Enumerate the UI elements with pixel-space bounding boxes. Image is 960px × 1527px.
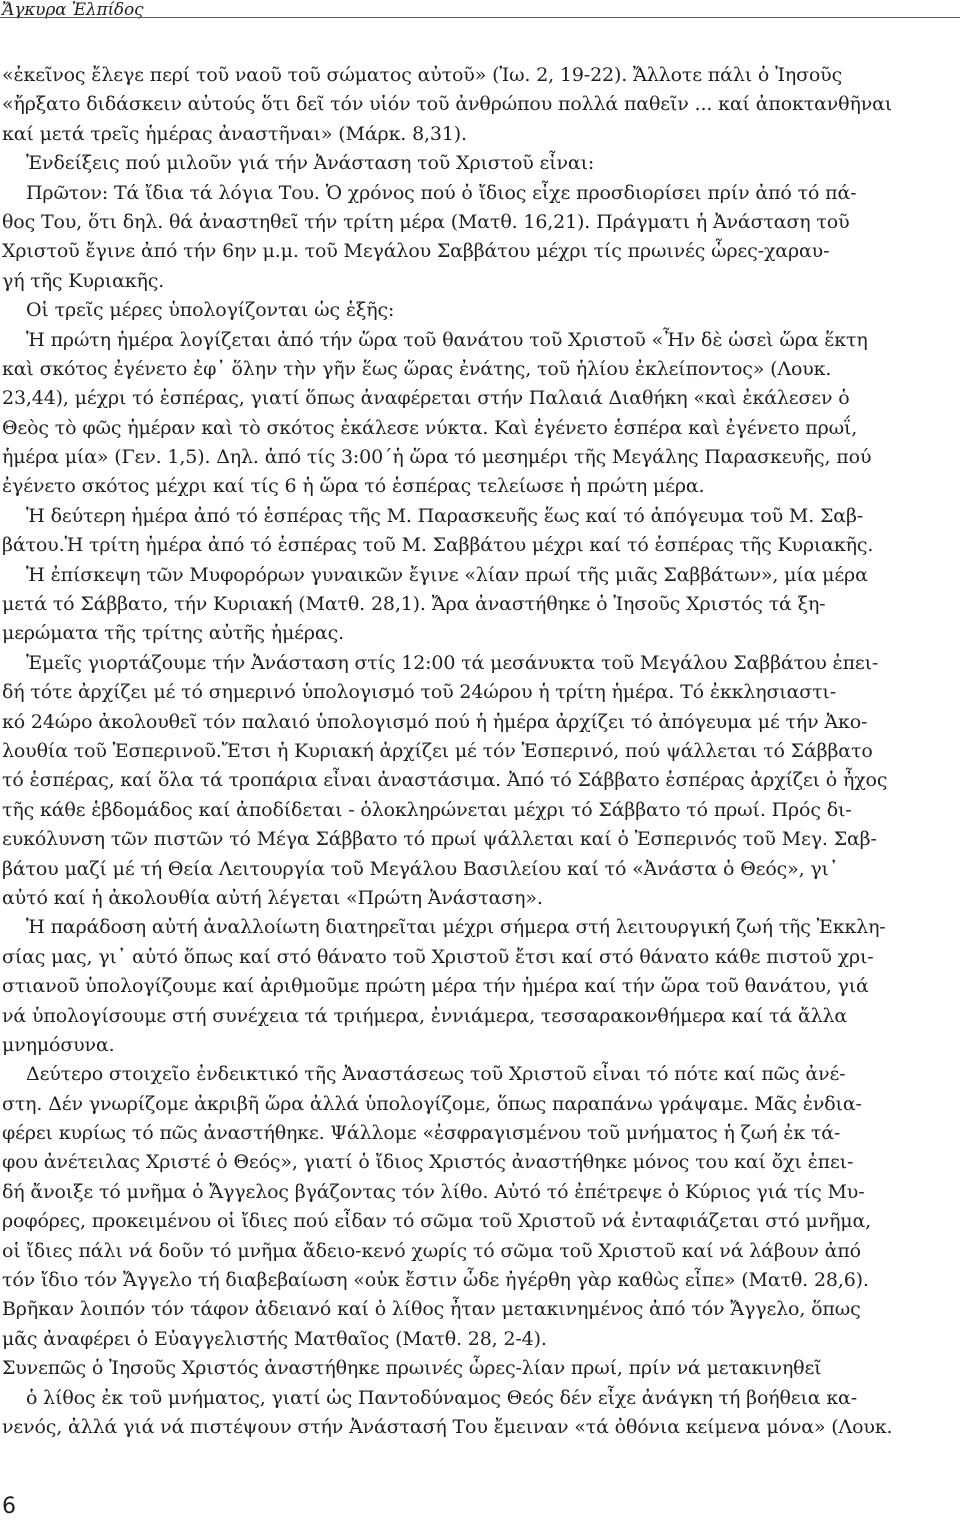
text-line: στη. Δέν γνωρίζομε ἀκριβῆ ὥρα ἀλλά ὑπολογίζομε, ὅπως παραπάνω γράψαμε. Μᾶς ἐνδια- (2, 1092, 862, 1115)
text-line: μερώματα τῆς τρίτης αὐτῆς ἡμέρας. (2, 622, 344, 645)
text-line: δή ἄνοιξε τό μνῆμα ὁ Ἄγγελος βγάζοντας τόν λίθο. Αὐτό τό ἐπέτρεψε ὁ Κύριος γιά τίς Μυ- (2, 1180, 865, 1203)
text-line: οἱ ἴδιες πάλι νά δοῦν τό μνῆμα ἄδειο-κενό χωρίς τό σῶμα τοῦ Χριστοῦ καί νά λάβουν ἀπό (2, 1239, 861, 1262)
text-line: ἐγένετο σκότος μέχρι καί τίς 6 ἡ ὥρα τό ἑσπέρας τελείωσε ἡ πρώτη μέρα. (2, 475, 705, 498)
text-line: ευκόλυνση τῶν πιστῶν τό Μέγα Σάββατο τό πρωί ψάλλεται καί ὁ Ἑσπερινός τοῦ Μεγ. Σαβ- (2, 828, 877, 851)
text-line: καὶ σκότος ἐγένετο ἐφ᾿ ὅλην τὴν γῆν ἕως ὥρας ἐνάτης, τοῦ ἡλίου ἐκλείποντος» (Λουκ. (2, 357, 832, 380)
text-line: Θεὸς τὸ φῶς ἡμέραν καὶ τὸ σκότος ἐκάλεσε νύκτα. Καὶ ἐγένετο ἑσπέρα καὶ ἐγένετο πρωΐ, (2, 416, 858, 439)
text-line: φου ἀνέτειλας Χριστέ ὁ Θεός», γιατί ὁ ἴδιος Χριστός ἀναστήθηκε μόνος του καί ὄχι ἐπει- (2, 1151, 854, 1174)
text-line: θος Του, ὅτι δηλ. θά ἀναστηθεῖ τήν τρίτη μέρα (Ματθ. 16,21). Πράγματι ἡ Ἀνάσταση τοῦ (2, 210, 850, 233)
text-line: Οἱ τρεῖς μέρες ὑπολογίζονται ὡς ἑξῆς: (26, 299, 395, 322)
text-line: Ἡ δεύτερη ἡμέρα ἀπό τό ἑσπέρας τῆς Μ. Παρασκευῆς ἕως καί τό ἀπόγευμα τοῦ Μ. Σαβ- (26, 504, 864, 527)
page-number: 6 (2, 1494, 16, 1519)
text-line: μετά τό Σάββατο, τήν Κυριακή (Ματθ. 28,1). Ἄρα ἀναστήθηκε ὁ Ἰησοῦς Χριστός τά ξη- (2, 593, 826, 616)
text-line: δή τότε ἀρχίζει μέ τό σημερινό ὑπολογισμό τοῦ 24ώρου ἡ τρίτη ἡμέρα. Τό ἐκκλησιαστι- (2, 681, 836, 704)
body-text (2, 61, 956, 1442)
text-line: μνημόσυνα. (2, 1033, 115, 1056)
text-line: τῆς κάθε ἑβδομάδος καί ἀποδίδεται - ὁλοκληρώνεται μέχρι τό Σάββατο τό πρωί. Πρός δι- (2, 798, 852, 821)
text-line: μᾶς ἀναφέρει ὁ Εὐαγγελιστής Ματθαῖος (Ματθ. 28, 2-4). (2, 1327, 547, 1350)
text-line: Δεύτερο στοιχεῖο ἐνδεικτικό τῆς Ἀναστάσεως τοῦ Χριστοῦ εἶναι τό πότε καί πῶς ἀνέ- (26, 1063, 846, 1086)
text-line: στιανοῦ ὑπολογίζουμε καί ἀριθμοῦμε πρώτη μέρα τήν ἡμέρα καί τήν ὥρα τοῦ θανάτου, γιά (2, 975, 869, 998)
text-line: σίας μας, γι᾿ αὐτό ὅπως καί στό θάνατο τοῦ Χριστοῦ ἔτσι καί στό θάνατο κάθε πιστοῦ χρι- (2, 945, 874, 968)
header-title: Ἄγκυρα Ἐλπίδος (2, 0, 144, 20)
text-line: Ἐμεῖς γιορτάζουμε τήν Ἀνάσταση στίς 12:00 τά μεσάνυκτα τοῦ Μεγάλου Σαββάτου ἐπει- (26, 651, 879, 674)
text-line: ἡμέρα μία» (Γεν. 1,5). Δηλ. ἀπό τίς 3:00΄ἡ ὥρα τό μεσημέρι τῆς Μεγάλης Παρασκευῆς, πού (2, 446, 872, 469)
text-line: ροφόρες, προκειμένου οἱ ἴδιες πού εἶδαν τό σῶμα τοῦ Χριστοῦ νά ἐνταφιάζεται στό μνῆμα, (2, 1210, 872, 1233)
text-line: νά ὑπολογίσουμε στή συνέχεια τά τριήμερα, ἐννιάμερα, τεσσαρακονθήμερα καί τά ἄλλα (2, 1004, 848, 1027)
text-line: Βρῆκαν λοιπόν τόν τάφον ἀδειανό καί ὁ λίθος ἦταν μετακινημένος ἀπό τόν Ἄγγελο, ὅπως (2, 1298, 861, 1321)
text-line: γή τῆς Κυριακῆς. (2, 269, 165, 292)
text-line: αὐτό καί ἡ ἀκολουθία αὐτή λέγεται «Πρώτη Ἀνάσταση». (2, 886, 543, 909)
text-line: βάτου μαζί μέ τή Θεία Λειτουργία τοῦ Μεγάλου Βασιλείου καί τό «Ἀνάστα ὁ Θεός», γι᾿ (2, 857, 839, 880)
text-line: λουθία τοῦ Ἑσπερινοῦ.Ἔτσι ἡ Κυριακή ἀρχίζει μέ τόν Ἑσπερινό, πού ψάλλεται τό Σάββατο (2, 739, 873, 762)
text-line: κό 24ώρο ἀκολουθεῖ τόν παλαιό ὑπολογισμό πού ἡ ἡμέρα ἀρχίζει τό ἀπόγευμα μέ τήν Ἀκο- (2, 710, 868, 733)
text-line: τόν ἴδιο τόν Ἄγγελο τή διαβεβαίωση «οὐκ ἔστιν ὧδε ἠγέρθη γὰρ καθὼς εἶπε» (Ματθ. 28,6). (2, 1269, 869, 1292)
text-line: ὁ λίθος ἐκ τοῦ μνήματος, γιατί ὡς Παντοδύναμος Θεός δέν εἶχε ἀνάγκη τή βοήθεια κα- (26, 1386, 857, 1409)
text-line: «ἐκεῖνος ἔλεγε περί τοῦ ναοῦ τοῦ σώματος αὐτοῦ» (Ἰω. 2, 19-22). Ἄλλοτε πάλι ὁ Ἰησοῦς (2, 64, 843, 86)
text-line: Συνεπῶς ὁ Ἰησοῦς Χριστός ἀναστήθηκε πρωινές ὧρες-λίαν πρωί, πρίν νά μετακινηθεῖ (2, 1357, 822, 1380)
text-line: Πρῶτον: Τά ἴδια τά λόγια Του. Ὁ χρόνος πού ὁ ἴδιος εἶχε προσδιορίσει πρίν ἀπό τό πά- (26, 181, 857, 204)
running-header (0, 0, 960, 30)
text-line: Χριστοῦ ἔγινε ἀπό τήν 6ην μ.μ. τοῦ Μεγάλου Σαββάτου μέχρι τίς πρωινές ὧρες-χαραυ- (2, 240, 830, 263)
text-line: Ἡ πρώτη ἡμέρα λογίζεται ἀπό τήν ὥρα τοῦ θανάτου τοῦ Χριστοῦ «Ἦν δὲ ὡσεὶ ὥρα ἕκτη (26, 328, 868, 351)
text-line: βάτου.Ἡ τρίτη ἡμέρα ἀπό τό ἑσπέρας τοῦ Μ. Σαββάτου μέχρι καί τό ἑσπέρας τῆς Κυριακῆς. (2, 534, 874, 557)
text-line: νενός, ἀλλά γιά νά πιστέψουν στήν Ἀνάστασή Του ἔμειναν «τά ὀθόνια κείμενα μόνα» (Λουκ. (2, 1415, 893, 1438)
text-line: Ἐνδείξεις πού μιλοῦν γιά τήν Ἀνάσταση τοῦ Χριστοῦ εἶναι: (26, 152, 595, 175)
text-line: Ἡ παράδοση αὐτή ἀναλλοίωτη διατηρεῖται μέχρι σήμερα στή λειτουργική ζωή τῆς Ἐκκλη- (26, 916, 886, 939)
text-line: τό ἑσπέρας, καί ὅλα τά τροπάρια εἶναι ἀναστάσιμα. Ἀπό τό Σάββατο ἑσπέρας ἀρχίζει ὁ ἦχος (2, 769, 888, 792)
text-line: φέρει κυρίως τό πῶς ἀναστήθηκε. Ψάλλομε «ἐσφραγισμένου τοῦ μνήματος ἡ ζωή ἐκ τά- (2, 1122, 841, 1145)
header-rule (0, 17, 960, 18)
text-line: καί μετά τρεῖς ἡμέρας ἀναστῆναι» (Μάρκ. 8,31). (2, 122, 467, 145)
text-line: 23,44), μέχρι τό ἑσπέρας, γιατί ὅπως ἀναφέρεται στήν Παλαιά Διαθήκη «καὶ ἐκάλεσεν ὁ (2, 387, 850, 410)
text-line: Ἡ ἐπίσκεψη τῶν Μυφορόρων γυναικῶν ἔγινε «λίαν πρωί τῆς μιᾶς Σαββάτων», μία μέρα (26, 563, 868, 586)
text-line: «ἤρξατο διδάσκειν αὐτούς ὅτι δεῖ τόν υἱόν τοῦ ἀνθρώπου πολλά παθεῖν ... καί ἀποκτανθῆναι (2, 93, 893, 116)
